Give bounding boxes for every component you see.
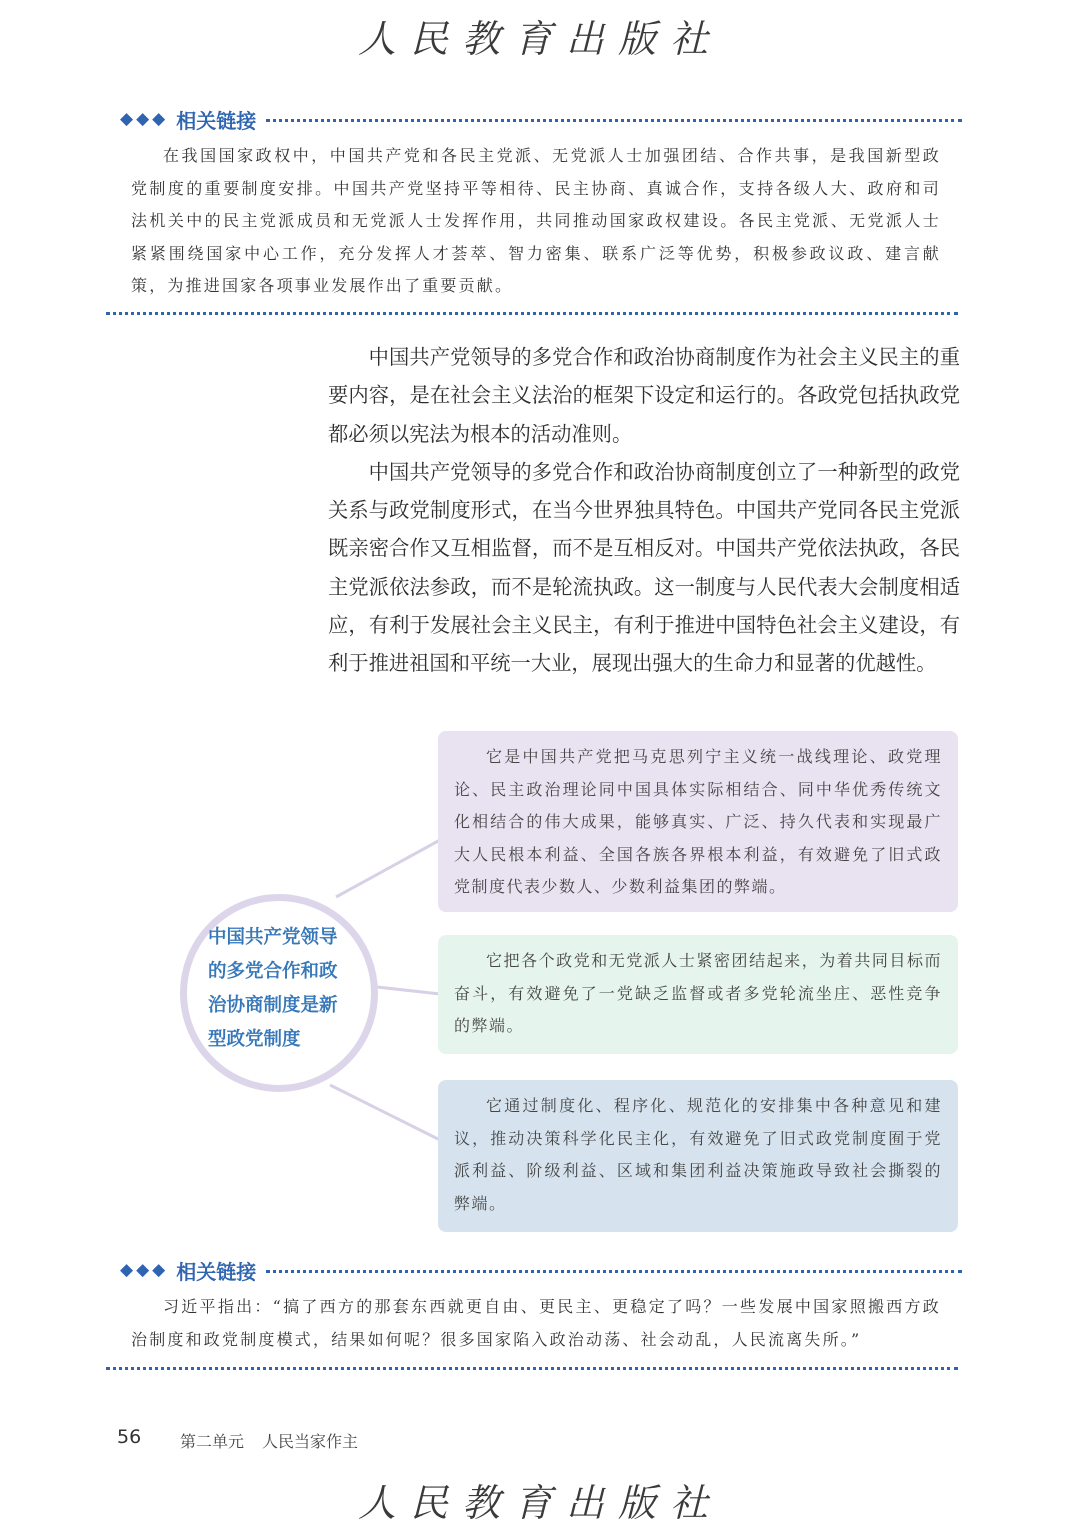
related-link-text-2: 习近平指出：“搞了西方的那套东西就更自由、更民主、更稳定了吗？一些发展中国家照搬西方政治制度和政党制度模式，结果如何呢？很多国家陷入政治动荡、社会动乱，人民流离失所。” xyxy=(131,1297,941,1349)
paragraph: 中国共产党领导的多党合作和政治协商制度创立了一种新型的政党关系与政党制度形式，在当今世界独具特色。中国共产党同各民主党派既亲密合作又互相监督，而不是互相反对。中国共产党依法执政，各民主党派依法参政，而不是轮流执政。这一制度与人民代表大会制度相适应，有利于发展社会主义民主，有利于推进中国特色社会主义建设，有利于推进祖国和平统一大业，展现出强大的生命力和显著的优越性。 xyxy=(328,459,960,676)
diagram-box-blue: 它通过制度化、程序化、规范化的安排集中各种意见和建议，推动决策科学化民主化，有效避免了旧式政党制度囿于党派利益、阶级利益、区域和集团利益决策施政导致社会撕裂的弊端。 xyxy=(438,1080,958,1232)
diagram-box-purple: 它是中国共产党把马克思列宁主义统一战线理论、政党理论、民主政治理论同中国具体实际相结合、同中华优秀传统文化相结合的伟大成果，能够真实、广泛、持久代表和实现最广大人民根本利益、全国各族各界根本利益，有效避免了旧式政党制度代表少数人、少数利益集团的弊端。 xyxy=(438,731,958,912)
connector-line xyxy=(336,840,440,897)
publisher-logo-top: 人民教育出版社 xyxy=(357,17,722,61)
diagram-box-green: 它把各个政党和无党派人士紧密团结起来，为着共同目标而奋斗，有效避免了一党缺乏监督或者多党轮流坐庄、恶性竞争的弊端。 xyxy=(438,935,958,1054)
related-link-text: 在我国国家政权中，中国共产党和各民主党派、无党派人士加强团结、合作共事，是我国新型政党制度的重要制度安排。中国共产党坚持平等相待、民主协商、真诚合作，支持各级人大、政府和司法机关中的民主党派成员和无党派人士发挥作用，共同推动国家政权建设。各民主党派、无党派人士紧紧围绕国家中心工作，充分发挥人才荟萃、智力密集、联系广泛等优势，积极参政议政、建言献策，为推进国家各项事业发展作出了重要贡献。 xyxy=(131,146,941,295)
publisher-logo-bottom: 人民教育出版社 xyxy=(357,1481,722,1525)
footer-unit-title: 人民当家作主 xyxy=(262,1432,359,1451)
related-link-title: 相关链接 xyxy=(176,108,257,133)
footer-unit: 第二单元 xyxy=(180,1432,245,1451)
dotted-divider-bottom-2 xyxy=(106,1367,958,1370)
related-link-header-2 xyxy=(120,1255,962,1285)
diamond-bullets-icon: ◆◆◆ xyxy=(120,1260,169,1280)
page-number: 56 xyxy=(117,1426,142,1448)
dotted-divider xyxy=(266,1270,962,1273)
paragraph: 中国共产党领导的多党合作和政治协商制度作为社会主义民主的重要内容，是在社会主义法治的框架下设定和运行的。各政党包括执政党都必须以宪法为根本的活动准则。 xyxy=(328,345,960,446)
related-link-title-2: 相关链接 xyxy=(176,1259,257,1284)
connector-line xyxy=(330,1085,440,1140)
diamond-bullets-icon: ◆◆◆ xyxy=(120,109,169,129)
connector-line xyxy=(368,986,440,994)
diagram-center-text: 中国共产党领导的多党合作和政治协商制度是新型政党制度 xyxy=(208,927,338,1050)
